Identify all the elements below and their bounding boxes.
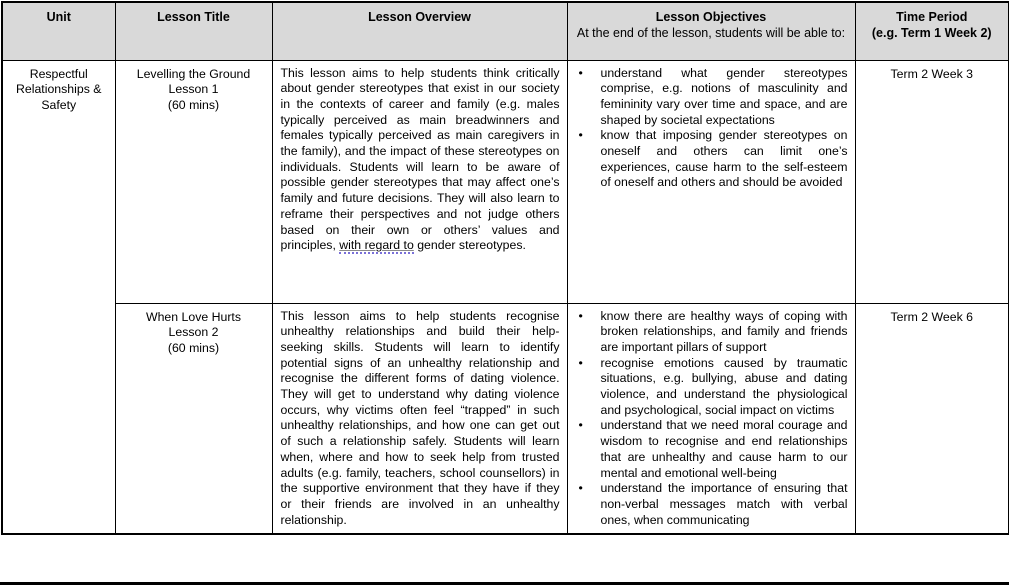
header-subtitle: (e.g. Term 1 Week 2)	[871, 26, 992, 40]
lesson-title-line: Levelling the Ground	[136, 66, 251, 81]
lesson-row-1	[2, 60, 1009, 303]
header-row	[2, 2, 1009, 60]
lesson-objectives-cell	[567, 60, 855, 303]
lesson-row-2	[2, 303, 1009, 534]
lesson-overview-cell	[272, 60, 567, 303]
header-title: Time Period	[896, 10, 968, 24]
col-header-lesson-objectives	[567, 2, 855, 60]
header-title: Lesson Overview	[368, 10, 471, 24]
unit-cell: Respectful Relationships & Safety	[2, 60, 115, 534]
col-header-time-period	[855, 2, 1009, 60]
lesson-duration-line: (60 mins)	[167, 97, 220, 112]
lesson-overview-cell	[272, 303, 567, 534]
lesson-objectives-cell	[567, 303, 855, 534]
objective-item: • understand the importance of ensuring that non-verbal messages match with verbal ones, when communicating	[568, 481, 855, 528]
objective-item: • recognise emotions caused by traumatic situations, e.g. bullying, abuse and dating violence, and understand the physiological and psychological, social impact on victims	[568, 356, 855, 419]
col-header-unit	[2, 2, 115, 60]
time-period-cell: Term 2 Week 3	[855, 60, 1009, 303]
lesson-plan-table	[1, 1, 1009, 535]
header-title: Lesson Objectives	[655, 10, 767, 24]
grammar-marked-text: with regard to	[339, 238, 414, 253]
time-period-cell: Term 2 Week 6	[855, 303, 1009, 534]
col-header-lesson-title	[115, 2, 272, 60]
objective-item: • understand that we need moral courage and wisdom to recognise and end relationships that are unhealthy and cause harm to our mental and emotional well-being	[568, 418, 855, 481]
lesson-number-line: Lesson 2	[168, 325, 219, 340]
lesson-title-cell	[115, 60, 272, 303]
page-cut-border	[0, 582, 1009, 585]
header-title: Unit	[46, 10, 71, 24]
objective-item: • know there are healthy ways of coping with broken relationships, and family and friends are important pillars of support	[568, 309, 855, 356]
header-subtitle: At the end of the lesson, students will be able to:	[576, 26, 846, 40]
overview-text: This lesson aims to help students think critically about gender stereotypes that exist in our society in the contexts of career and family (e.g. males typically perceived as main breadwinners and females typically perceived as main caregivers in the family), and the impact of these stereotypes on individuals. Students will learn to be aware of possible gender stereotypes that may affect one’s family and future decisions. They will also learn to reframe their perspectives and not judge others based on their own or others’ values and principles,	[280, 65, 560, 253]
objective-item: • understand what gender stereotypes comprise, e.g. notions of masculinity and femininity vary over time and space, and are shaped by societal expectations	[568, 66, 855, 129]
overview-text: This lesson aims to help students recognise unhealthy relationships and build their help-seeking skills. Students will learn to identify potential signs of an unhealthy relationship and recognise the different forms of dating violence. They will get to understand why dating violence occurs, why victims often feel “trapped” in such unhealthy relationships, and how one can get out of such a relationship safely. Students will learn when, where and how to seek help from trusted adults (e.g. family, teachers, school counsellors) in the supportive environment that they have if they or their friends are involved in an unhealthy relationship.	[280, 308, 560, 527]
lesson-title-line: When Love Hurts	[145, 309, 241, 324]
header-title: Lesson Title	[157, 10, 230, 24]
lesson-duration-line: (60 mins)	[167, 340, 220, 355]
objective-item: • know that imposing gender stereotypes on oneself and others can limit one’s experiences, cause harm to the self-esteem of oneself and others and should be avoided	[568, 128, 855, 191]
lesson-number-line: Lesson 1	[168, 82, 219, 97]
overview-text: gender stereotypes.	[413, 238, 526, 253]
col-header-lesson-overview	[272, 2, 567, 60]
lesson-title-cell	[115, 303, 272, 534]
